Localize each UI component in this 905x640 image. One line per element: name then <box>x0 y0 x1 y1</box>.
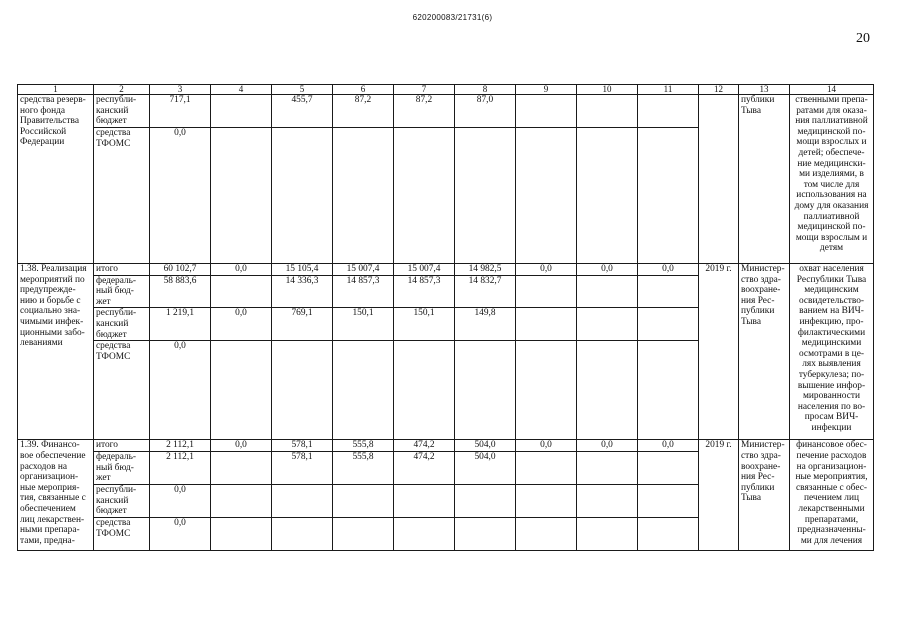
cell-value <box>333 517 394 550</box>
cell-value <box>333 341 394 440</box>
budget-table <box>17 84 874 551</box>
cell-value: 555,8 <box>333 451 394 484</box>
col-num-3: 3 <box>150 85 211 95</box>
cell-value <box>638 275 699 308</box>
cell-value: 504,0 <box>455 440 516 452</box>
col-num-4: 4 <box>211 85 272 95</box>
cell-value <box>638 484 699 517</box>
cell-value: 455,7 <box>272 95 333 128</box>
cell-value <box>394 484 455 517</box>
cell-value: 0,0 <box>577 264 638 276</box>
cell-total: 717,1 <box>150 95 211 128</box>
executor: Министер- ство здра- воохране- ния Рес- публики Тыва <box>739 440 790 551</box>
cell-value: 15 105,4 <box>272 264 333 276</box>
table-row <box>18 95 874 128</box>
cell-value <box>638 128 699 264</box>
cell-value <box>272 484 333 517</box>
measure-title: 1.38. Реализация мероприятий по предупрежде- нию и борьбе с социально зна- чимыми инфек- ционными забо- леваниями <box>18 264 94 440</box>
cell-value <box>211 275 272 308</box>
cell-value <box>272 128 333 264</box>
cell-value: 14 982,5 <box>455 264 516 276</box>
cell-value <box>638 308 699 341</box>
cell-value <box>394 128 455 264</box>
expected-outcome: ственными препа- ратами для оказа- ния паллиативной медицинской по- мощи взрослых и детей; обеспече- ние медицински- ми изделиями, в том числе для использования на дому для оказания паллиативной медицинской по- мощи взрослым и детям <box>790 95 874 264</box>
cell-value: 0,0 <box>211 308 272 341</box>
funding-source: федераль- ный бюд- жет <box>94 275 150 308</box>
col-num-14: 14 <box>790 85 874 95</box>
cell-value <box>211 451 272 484</box>
cell-value: 14 857,3 <box>394 275 455 308</box>
cell-value: 0,0 <box>638 440 699 452</box>
year-cell <box>699 95 739 264</box>
cell-value: 150,1 <box>333 308 394 341</box>
cell-value <box>455 128 516 264</box>
cell-value <box>455 484 516 517</box>
cell-value <box>638 95 699 128</box>
cell-value <box>577 341 638 440</box>
col-num-9: 9 <box>516 85 577 95</box>
cell-total: 0,0 <box>150 484 211 517</box>
cell-value: 87,2 <box>394 95 455 128</box>
cell-value <box>333 484 394 517</box>
cell-value <box>516 275 577 308</box>
funding-source: федераль- ный бюд- жет <box>94 451 150 484</box>
cell-value <box>516 341 577 440</box>
cell-value: 555,8 <box>333 440 394 452</box>
cell-value <box>516 95 577 128</box>
col-num-13: 13 <box>739 85 790 95</box>
cell-total: 60 102,7 <box>150 264 211 276</box>
cell-total: 2 112,1 <box>150 440 211 452</box>
cell-value: 578,1 <box>272 440 333 452</box>
cell-total: 1 219,1 <box>150 308 211 341</box>
funding-source: республи- канский бюджет <box>94 95 150 128</box>
cell-value: 0,0 <box>638 264 699 276</box>
expected-outcome: охват населения Республики Тыва медицинским освидетельство- ванием на ВИЧ- инфекцию, про- филактическими медицинскими осмотрами в це- лях выявления туберкулеза; по- вышение инфор- мированности населения по во- просам ВИЧ- инфекции <box>790 264 874 440</box>
cell-value <box>577 128 638 264</box>
cell-value <box>638 517 699 550</box>
cell-value: 0,0 <box>516 264 577 276</box>
cell-value <box>394 341 455 440</box>
cell-value: 150,1 <box>394 308 455 341</box>
cell-value: 149,8 <box>455 308 516 341</box>
year-cell: 2019 г. <box>699 264 739 440</box>
col-num-1: 1 <box>18 85 94 95</box>
cell-value <box>577 517 638 550</box>
measure-title: 1.39. Финансо- вое обеспечение расходов на организацион- ные мероприя- тия, связанные с обеспечением лиц лекарствен- ными препара- тами, предна- <box>18 440 94 551</box>
cell-total: 0,0 <box>150 517 211 550</box>
page-number: 20 <box>856 31 870 46</box>
cell-value <box>211 484 272 517</box>
cell-value: 0,0 <box>577 440 638 452</box>
funding-source: средства ТФОМС <box>94 128 150 264</box>
cell-value: 0,0 <box>211 440 272 452</box>
cell-value <box>516 128 577 264</box>
funding-source: средства ТФОМС <box>94 341 150 440</box>
cell-value: 15 007,4 <box>394 264 455 276</box>
cell-value <box>211 517 272 550</box>
cell-value <box>516 308 577 341</box>
col-num-12: 12 <box>699 85 739 95</box>
cell-value <box>638 451 699 484</box>
table-row <box>18 440 874 452</box>
cell-value: 0,0 <box>211 264 272 276</box>
cell-value: 15 007,4 <box>333 264 394 276</box>
executor: Министер- ство здра- воохране- ния Рес- публики Тыва <box>739 264 790 440</box>
funding-source: республи- канский бюджет <box>94 308 150 341</box>
col-num-10: 10 <box>577 85 638 95</box>
funding-source: средства ТФОМС <box>94 517 150 550</box>
cell-total: 0,0 <box>150 341 211 440</box>
col-num-5: 5 <box>272 85 333 95</box>
cell-value <box>333 128 394 264</box>
cell-value <box>577 95 638 128</box>
cell-value: 87,2 <box>333 95 394 128</box>
col-num-7: 7 <box>394 85 455 95</box>
column-number-row <box>18 85 874 95</box>
cell-value: 474,2 <box>394 451 455 484</box>
col-num-2: 2 <box>94 85 150 95</box>
cell-value <box>638 341 699 440</box>
cell-value <box>272 517 333 550</box>
cell-value <box>394 517 455 550</box>
cell-value <box>272 341 333 440</box>
cell-value: 474,2 <box>394 440 455 452</box>
cell-value <box>211 128 272 264</box>
cell-value: 0,0 <box>516 440 577 452</box>
cell-value <box>516 451 577 484</box>
cell-value <box>211 95 272 128</box>
cell-value <box>577 484 638 517</box>
cell-value <box>455 517 516 550</box>
cell-total: 0,0 <box>150 128 211 264</box>
cell-value: 14 832,7 <box>455 275 516 308</box>
cell-value <box>577 451 638 484</box>
document-id: 620200083/21731(6) <box>412 13 493 22</box>
col-num-11: 11 <box>638 85 699 95</box>
cell-value: 504,0 <box>455 451 516 484</box>
col-num-8: 8 <box>455 85 516 95</box>
executor: публики Тыва <box>739 95 790 264</box>
year-cell: 2019 г. <box>699 440 739 551</box>
measure-title: средства резерв- ного фонда Правительства Российской Федерации <box>18 95 94 264</box>
cell-value: 578,1 <box>272 451 333 484</box>
cell-total: 58 883,6 <box>150 275 211 308</box>
expected-outcome: финансовое обес- печение расходов на организацион- ные мероприятия, связанные с обес- печением лиц лекарственными препаратами, предназначенны- ми для лечения <box>790 440 874 551</box>
funding-source: республи- канский бюджет <box>94 484 150 517</box>
cell-value <box>577 308 638 341</box>
cell-total: 2 112,1 <box>150 451 211 484</box>
cell-value <box>577 275 638 308</box>
cell-value: 87,0 <box>455 95 516 128</box>
funding-source: итого <box>94 440 150 452</box>
cell-value <box>516 484 577 517</box>
cell-value: 14 857,3 <box>333 275 394 308</box>
cell-value: 14 336,3 <box>272 275 333 308</box>
cell-value <box>211 341 272 440</box>
funding-source: итого <box>94 264 150 276</box>
cell-value <box>516 517 577 550</box>
cell-value <box>455 341 516 440</box>
table-row <box>18 264 874 276</box>
col-num-6: 6 <box>333 85 394 95</box>
cell-value: 769,1 <box>272 308 333 341</box>
